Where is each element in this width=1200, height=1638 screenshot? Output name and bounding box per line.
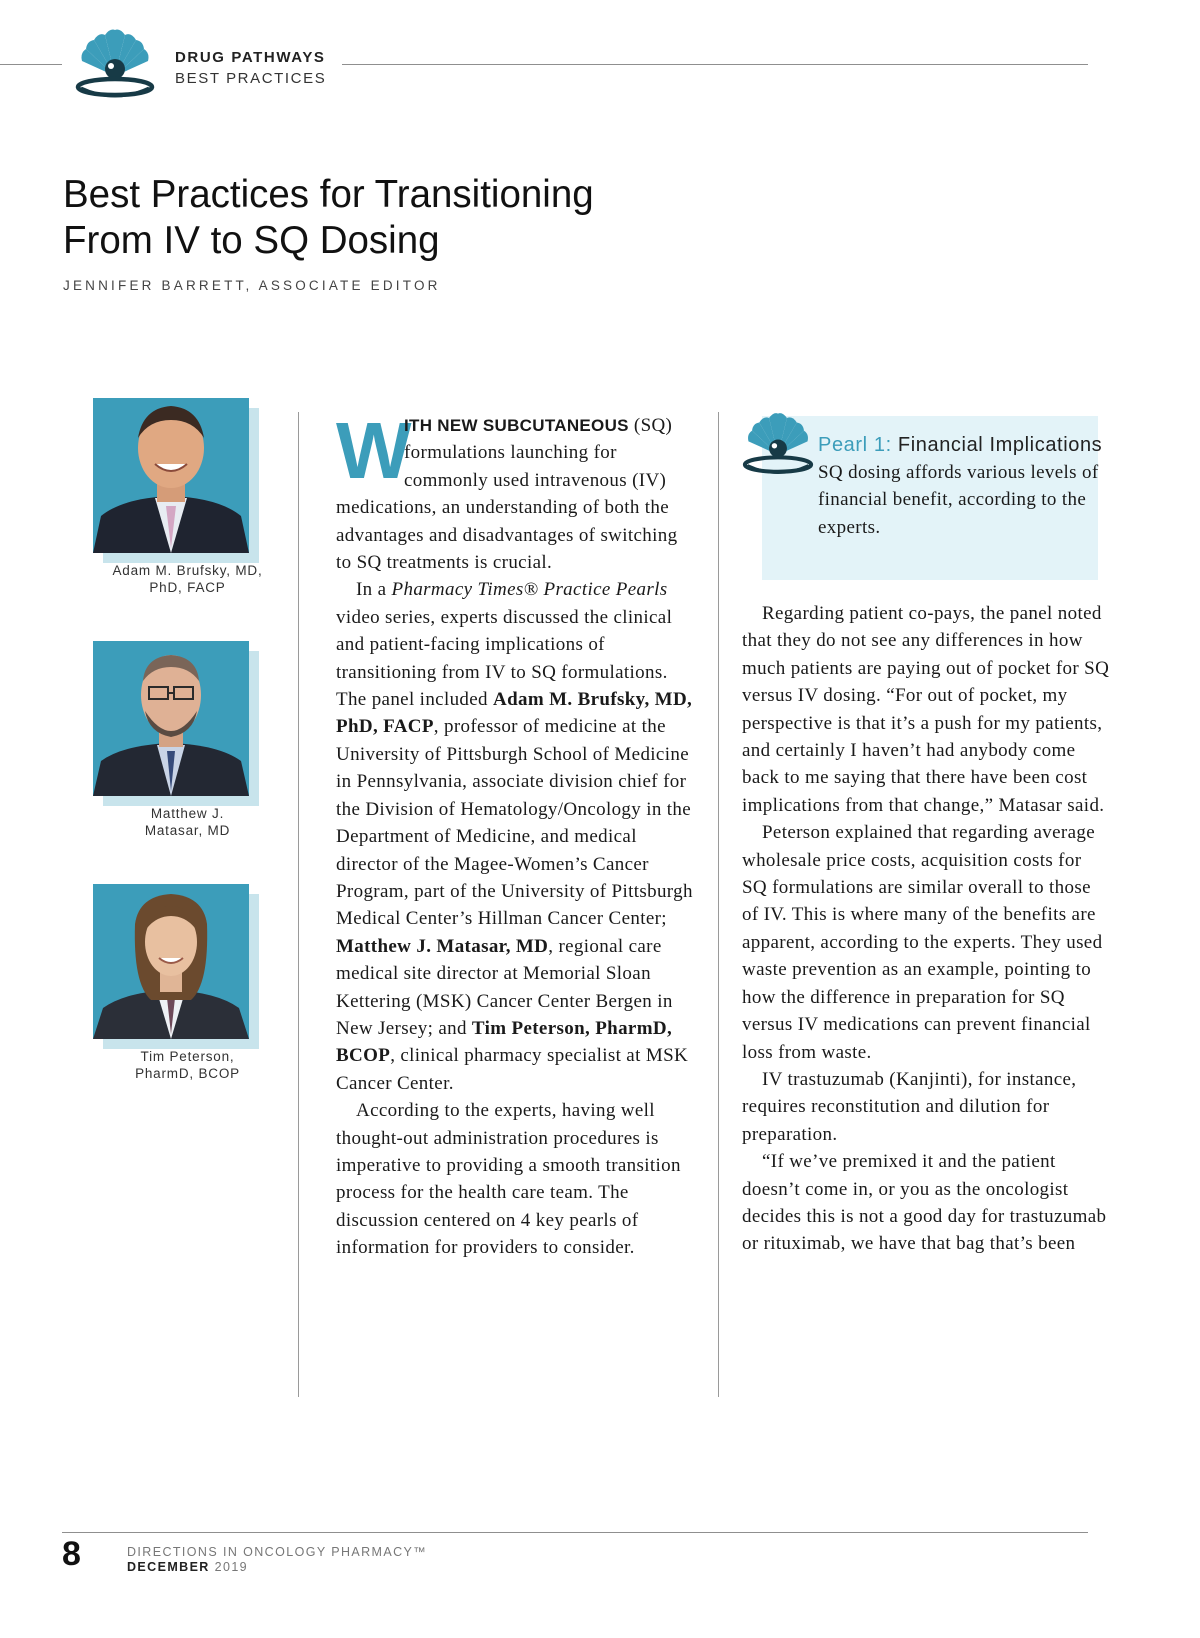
paragraph: Peterson explained that regarding average wholesale price costs, acquisition costs for SQ formulations are similar overall to those of IV. This is where many of the benefits are apparent, according to the experts. They used waste prevention as an example, pointing to how the difference in preparation for SQ versus IV medications can prevent financial loss from waste. [742, 822, 1103, 1063]
paragraph: ITH NEW SUBCUTANEOUS (SQ) formulations launching for commonly used intravenous (IV) medications, an understanding of both the advantages and disadvantages of switching to SQ treatments is crucial. [336, 415, 678, 574]
article-column-1 [336, 406, 698, 1262]
article-title-line1: Best Practices for Transitioning [63, 173, 594, 216]
article-column-2 [742, 600, 1110, 1258]
section-title-line1: DRUG PATHWAYS [175, 49, 326, 66]
expert-photo-peterson [93, 884, 249, 1039]
pearl-shell-icon [741, 410, 815, 478]
expert-photo-matasar [93, 641, 249, 796]
pearl-callout [818, 431, 1108, 541]
publication-name: DIRECTIONS IN ONCOLOGY PHARMACY™ [127, 1545, 428, 1559]
paragraph: According to the experts, having well thought-out administration procedures is imperative to providing a smooth transition process for the health care team. The discussion centered on 4 key pearls of information for providers to consider. [336, 1100, 681, 1259]
column-rule-left [298, 412, 299, 1397]
pearl-heading [818, 431, 1108, 459]
section-title [175, 47, 326, 89]
issue-date: DECEMBER 2019 [127, 1560, 249, 1574]
pearl-title: Financial Implications [891, 434, 1103, 456]
header-rule-right [342, 64, 1088, 65]
column-rule-right [718, 412, 719, 1397]
pearl-summary: SQ dosing affords various levels of financial benefit, according to the experts. [818, 462, 1099, 538]
paragraph: In a Pharmacy Times® Practice Pearls video series, experts discussed the clinical and patient-facing implications of transitioning from IV to SQ formulations. The panel included Adam M. Brufsky, MD, PhD, FACP, professor of medicine at the University of Pittsburgh School of Medicine in Pennsylvania, associate division chief for the Division of Hematology/Oncology in the Department of Medicine, and medical director of the Magee-Women’s Cancer Program, part of the University of Pittsburgh Medical Center’s Hillman Cancer Center; Matthew J. Matasar, MD, regional care medical site director at Memorial Sloan Kettering (MSK) Cancer Center Bergen in New Jersey; and Tim Peterson, PharmD, BCOP, clinical pharmacy specialist at MSK Cancer Center. [336, 579, 693, 1094]
footer-rule [62, 1532, 1088, 1533]
expert-name: Adam M. Brufsky, MD, PhD, FACP [336, 689, 693, 738]
series-title: Pharmacy Times® Practice Pearls [391, 579, 668, 601]
expert-photo-brufsky [93, 398, 249, 553]
pearl-shell-logo-icon [74, 26, 156, 102]
section-title-line2: BEST PRACTICES [175, 70, 327, 87]
lead-in-caps: ITH NEW SUBCUTANEOUS [404, 416, 629, 435]
byline: JENNIFER BARRETT, ASSOCIATE EDITOR [63, 278, 441, 293]
expert-caption: Adam M. Brufsky, MD, PhD, FACP [112, 563, 263, 595]
article-title-line2: From IV to SQ Dosing [63, 219, 440, 262]
drop-cap: W [336, 406, 412, 495]
paragraph: IV trastuzumab (Kanjinti), for instance, requires reconstitution and dilution for preparation. [742, 1068, 1077, 1145]
paragraph: “If we’ve premixed it and the patient doesn’t come in, or you as the oncologist decides this is not a good day for trastuzumab or rituximab, we have that bag that’s been [742, 1151, 1107, 1255]
expert-caption: Tim Peterson, PharmD, BCOP [135, 1049, 240, 1081]
article-title [63, 172, 763, 264]
expert-name: Tim Peterson, PharmD, BCOP [336, 1017, 673, 1067]
expert-name: Matthew J. Matasar, MD [336, 935, 549, 957]
expert-caption: Matthew J. Matasar, MD [144, 806, 231, 838]
header-rule-left [0, 64, 62, 65]
page-number: 8 [62, 1535, 81, 1573]
pearl-number: Pearl 1: [818, 434, 892, 456]
paragraph: Regarding patient co-pays, the panel noted that they do not see any differences in how much patients are paying out of pocket for SQ versus IV dosing. “For out of pocket, my perspective is that it’s a push for my patients, and certainly I haven’t had anybody come back to me saying that there have been cost implications from that change,” Matasar said. [742, 603, 1110, 816]
